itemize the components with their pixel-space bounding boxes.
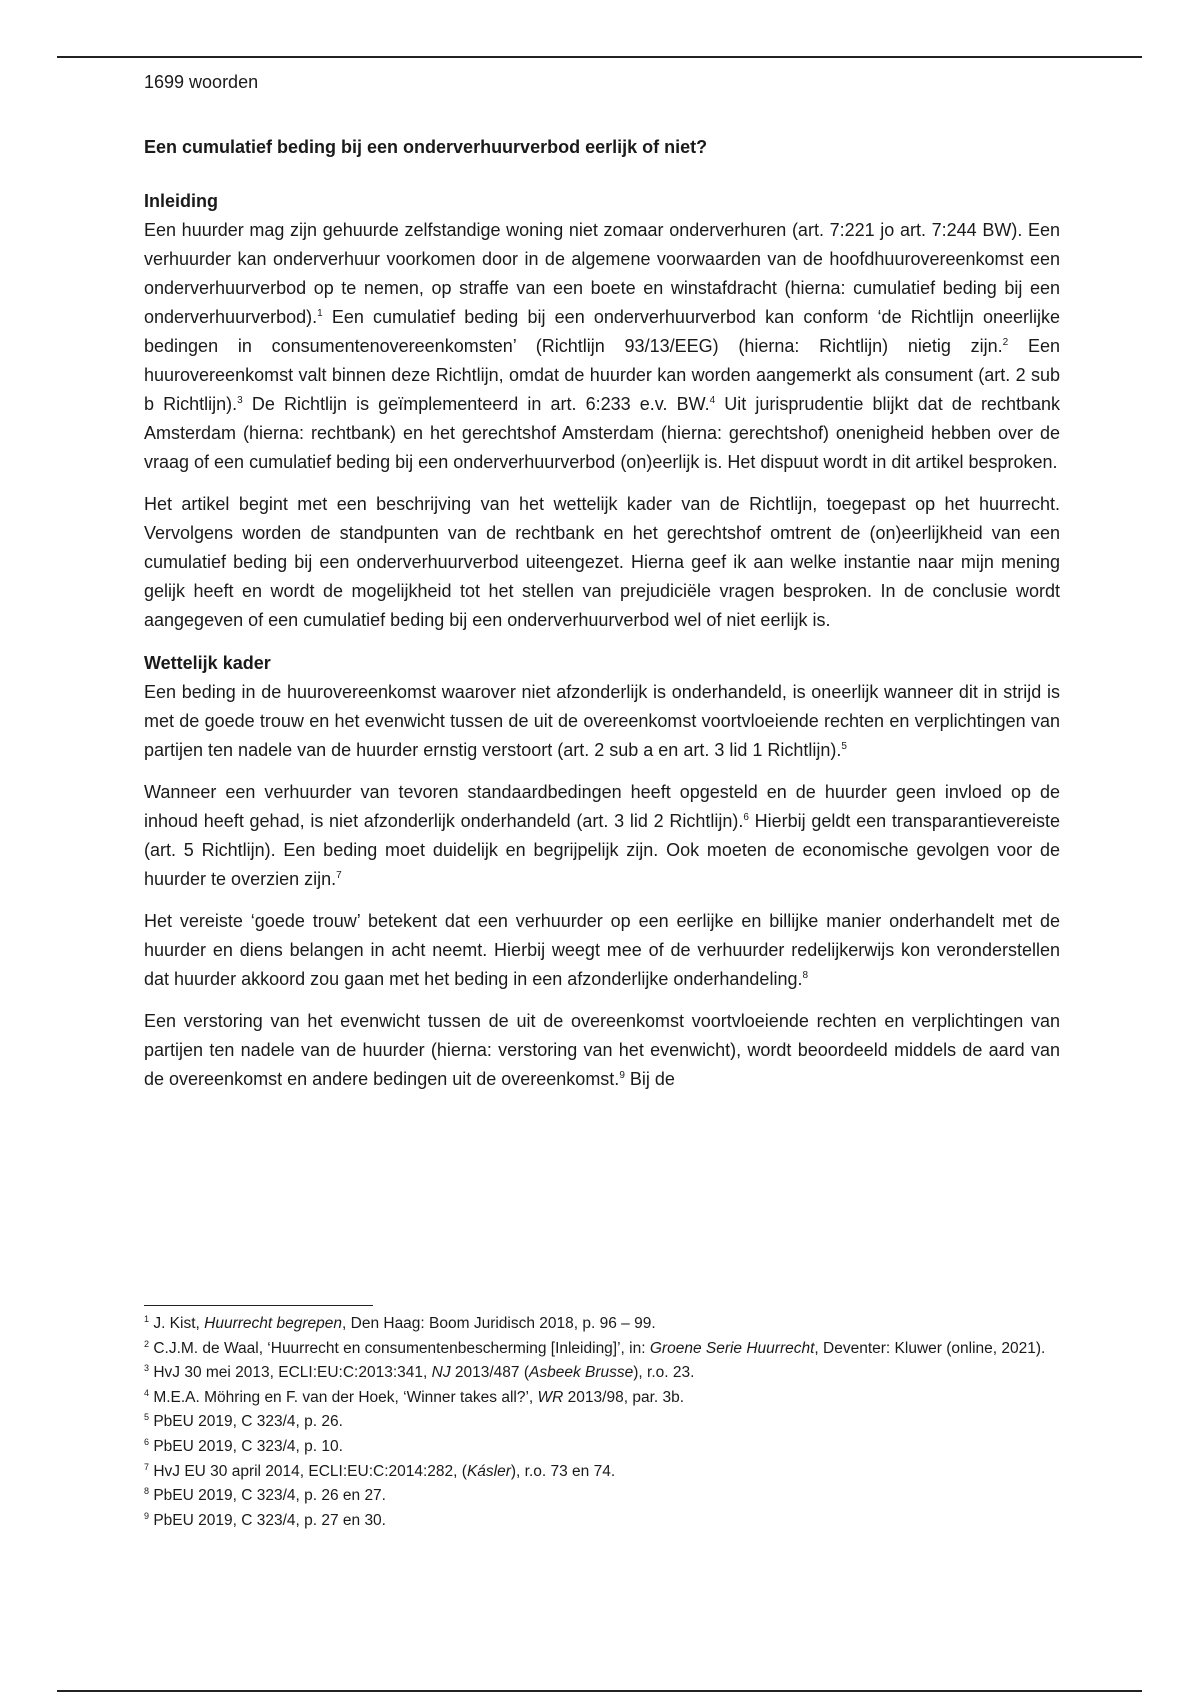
paragraph-inleiding-2: Het artikel begint met een beschrijving van het wettelijk kader van de Richtlijn, toegepast op het huurrecht. Vervolgens worden de standpunten van de rechtbank en het gerechtshof omtrent de (on)eerlijkheid van een cumulatief beding bij een onderverhuurverbod uiteengezet. Hierna geef ik aan welke instantie naar mijn mening gelijk heeft en wordt de mogelijkheid tot het stellen van prejudiciële vragen besproken. In de conclusie wordt aangegeven of een cumulatief beding bij een onderverhuurverbod wel of niet eerlijk is. (144, 494, 1060, 630)
footnote-ref-9[interactable]: 9 (619, 1070, 625, 1081)
footnote-ref-6[interactable]: 6 (743, 812, 749, 823)
footer-rule (57, 1690, 1142, 1692)
footnote-6: $^6$ PbEU 2019, C 323/4, p. 10. (144, 1436, 343, 1455)
paragraph-inleiding-1: Een huurder mag zijn gehuurde zelfstandige woning niet zomaar onderverhuren (art. 7:221 jo art. 7:244 BW). Een verhuurder kan onderverhuur voorkomen door in de algemene voorwaarden van de hoofdhuurovereenkomst een onderverhuurverbod op te nemen, op straffe van een boete en winstafdracht (hierna: cumulatief beding bij een onderverhuurverbod).$^1$ Een cumulatief beding bij een onderverhuurverbod kan conform ‘de Richtlijn oneerlijke bedingen in consumentenovereenkomsten’ (Richtlijn 93/13/EEG) (hierna: Richtlijn) nietig zijn.$^2$ Een huurovereenkomst valt binnen deze Richtlijn, omdat de huurder kan worden aangemerkt als consument (art. 2 sub b Richtlijn).$^3$ De Richtlijn is geïmplementeerd in art. 6:233 e.v. BW.$^4$ Uit jurisprudentie blijkt dat de rechtbank Amsterdam (hierna: rechtbank) en het gerechtshof Amsterdam (hierna: gerechtshof) onenigheid hebben over de vraag of een cumulatief beding bij een onderverhuurverbod (on)eerlijk is. Het dispuut wordt in dit artikel besproken. (144, 220, 1061, 472)
footnote-ref-4[interactable]: 4 (709, 395, 716, 406)
word-count: 1699 woorden (144, 72, 259, 92)
footnote-2: $^2$ C.J.M. de Waal, ‘Huurrecht en consumentenbescherming [Inleiding]’, in: Groene Serie Huurrecht, Deventer: Kluwer (online, 2021). (144, 1338, 1046, 1357)
footnote-3: $^3$ HvJ 30 mei 2013, ECLI:EU:C:2013:341, NJ 2013/487 (Asbeek Brusse), r.o. 23. (144, 1363, 695, 1382)
footnote-separator (144, 1305, 373, 1306)
footnote-7: $^7$ HvJ EU 30 april 2014, ECLI:EU:C:2014:282, (Kásler), r.o. 73 en 74. (144, 1461, 616, 1480)
section-heading-inleiding: Inleiding (144, 191, 218, 211)
paragraph-kader-2: Wanneer een verhuurder van tevoren standaardbedingen heeft opgesteld en de huurder geen invloed op de inhoud heeft gehad, is niet afzonderlijk onderhandeld (art. 3 lid 2 Richtlijn).$^6$ Hierbij geldt een transparantievereiste (art. 5 Richtlijn). Een beding moet duidelijk en begrijpelijk zijn. Ook moeten de economische gevolgen voor de huurder te overzien zijn.$^7$ (144, 782, 1060, 889)
document-title: Een cumulatief beding bij een onderverhuurverbod eerlijk of niet? (144, 137, 708, 157)
footnote-4: $^4$ M.E.A. Möhring en F. van der Hoek, ‘Winner takes all?’, WR 2013/98, par. 3b. (144, 1387, 685, 1406)
section-heading-wettelijk-kader: Wettelijk kader (144, 653, 271, 673)
footnote-ref-5[interactable]: 5 (841, 741, 847, 752)
footnote-9: $^9$ PbEU 2019, C 323/4, p. 27 en 30. (144, 1510, 386, 1529)
footnote-ref-7[interactable]: 7 (336, 870, 342, 881)
footnotes (144, 1312, 1060, 1533)
footnote-ref-3[interactable]: 3 (237, 395, 243, 406)
header-rule (57, 56, 1142, 58)
footnote-5: $^5$ PbEU 2019, C 323/4, p. 26. (144, 1412, 343, 1431)
document-page (144, 72, 1060, 1107)
footnote-ref-2[interactable]: 2 (1002, 337, 1009, 348)
footnote-8: $^8$ PbEU 2019, C 323/4, p. 26 en 27. (144, 1486, 386, 1505)
paragraph-kader-3: Het vereiste ‘goede trouw’ betekent dat een verhuurder op een eerlijke en billijke manier onderhandelt met de huurder en diens belangen in acht neemt. Hierbij weegt mee of de verhuurder redelijkerwijs kon veronderstellen dat huurder akkoord zou gaan met het beding in een afzonderlijke onderhandeling.$^8$ (144, 911, 1060, 989)
paragraph-kader-1: Een beding in de huurovereenkomst waarover niet afzonderlijk is onderhandeld, is oneerlijk wanneer dit in strijd is met de goede trouw en het evenwicht tussen de uit de overeenkomst voortvloeiende rechten en verplichtingen van partijen ten nadele van de huurder ernstig verstoort (art. 2 sub a en art. 3 lid 1 Richtlijn).$^5$ (144, 682, 1060, 760)
footnote-ref-1[interactable]: 1 (317, 308, 323, 319)
footnote-ref-8[interactable]: 8 (802, 970, 809, 981)
paragraph-kader-4: Een verstoring van het evenwicht tussen de uit de overeenkomst voortvloeiende rechten en verplichtingen van partijen ten nadele van de huurder (hierna: verstoring van het evenwicht), wordt beoordeeld middels de aard van de overeenkomst en andere bedingen uit de overeenkomst.$^9$ Bij de (144, 1011, 1060, 1089)
footnote-1: $^1$ J. Kist, Huurrecht begrepen, Den Haag: Boom Juridisch 2018, p. 96 – 99. (144, 1313, 656, 1332)
